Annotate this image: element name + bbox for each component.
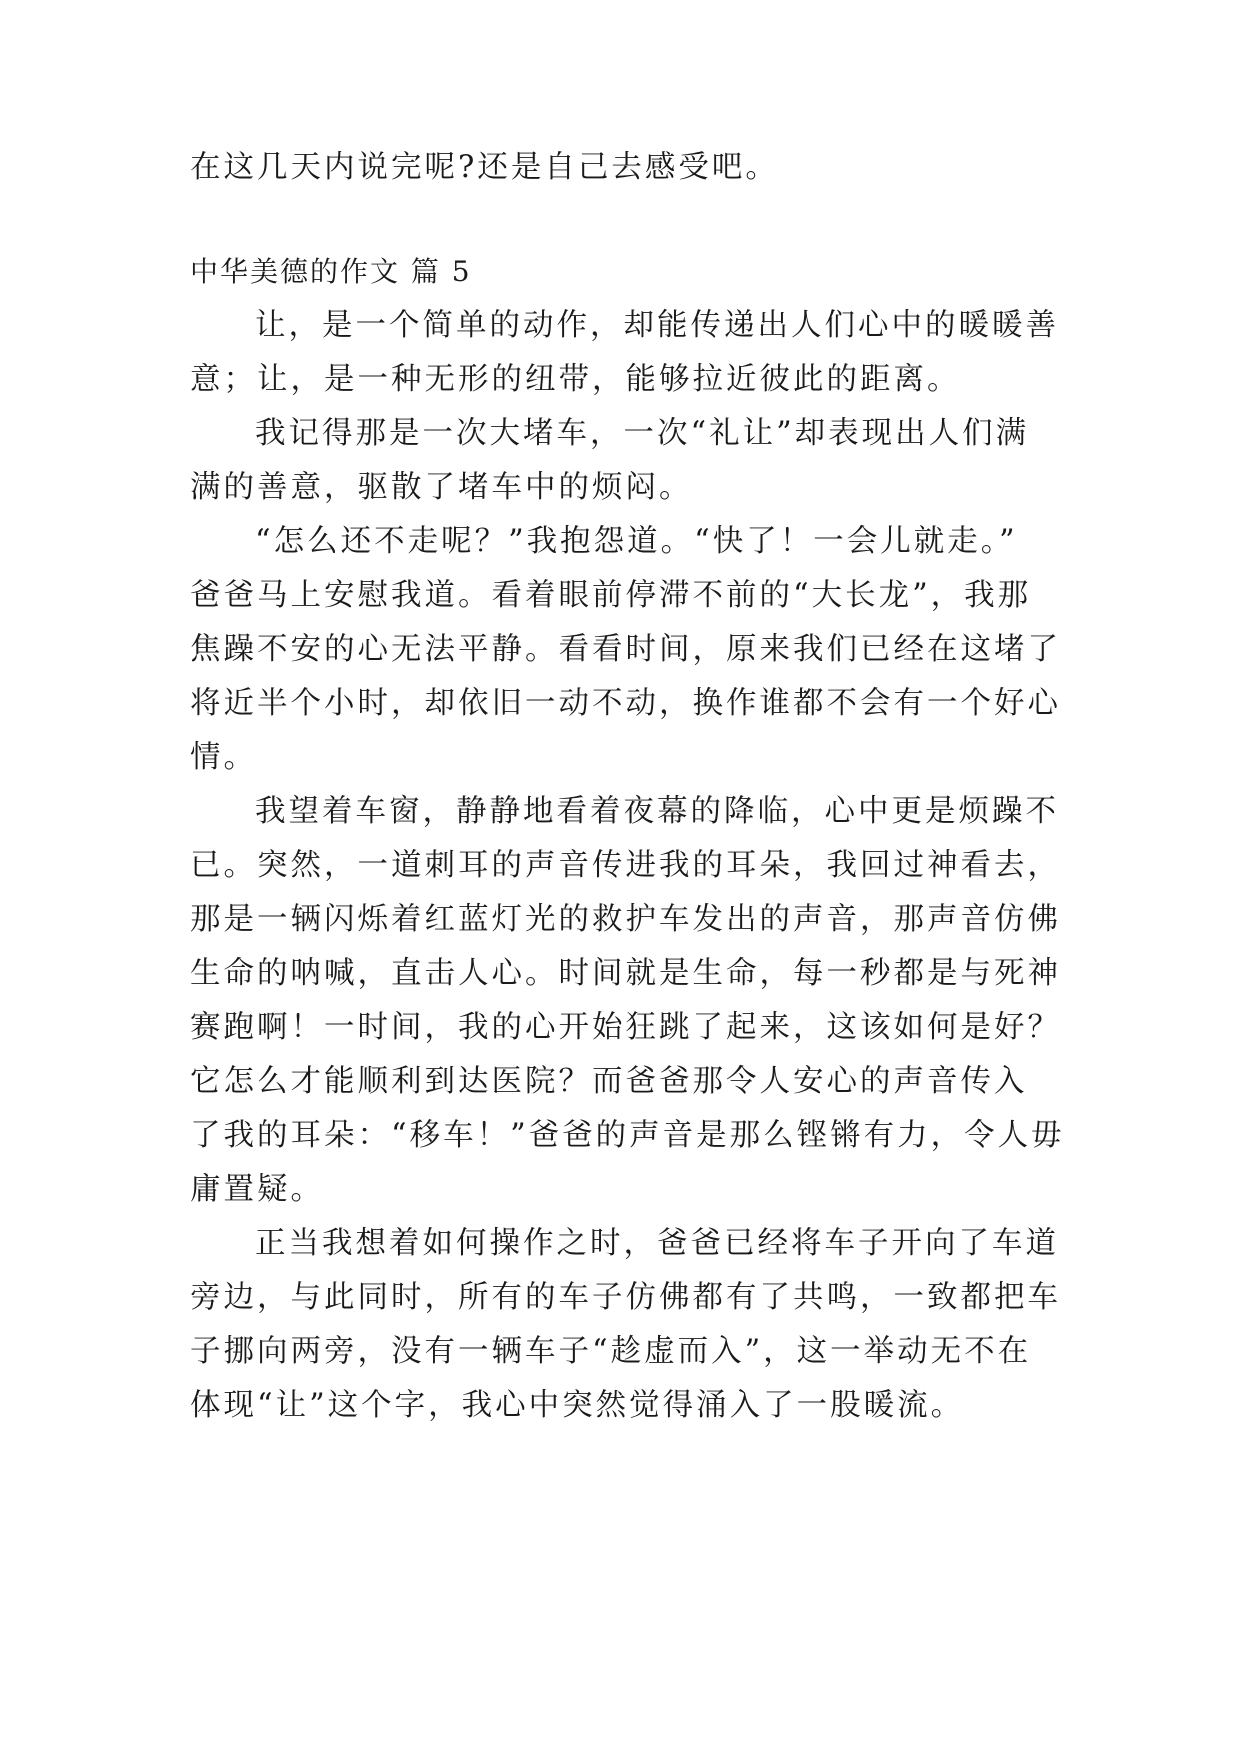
text-line: 焦躁不安的心无法平静。看看时间，原来我们已经在这堵了 [190,632,1061,667]
text-line: 在这几天内说完呢?还是自己去感受吧。 [190,150,779,185]
text-line: 满的善意，驱散了堵车中的烦闷。 [190,470,693,505]
text-line: 旁边，与此同时，所有的车子仿佛都有了共鸣，一致都把车 [190,1280,1061,1315]
text-line: 那是一辆闪烁着红蓝灯光的救护车发出的声音，那声音仿佛 [190,902,1061,937]
text-line: 意；让，是一种无形的纽带，能够拉近彼此的距离。 [190,362,961,397]
text-line: 体现“让”这个字，我心中突然觉得涌入了一股暖流。 [190,1388,965,1423]
text-line: 已。突然，一道刺耳的声音传进我的耳朵，我回过神看去， [190,848,1061,883]
text-line: 赛跑啊！一时间，我的心开始狂跳了起来，这该如何是好？ [190,1010,1061,1045]
text-line: 生命的呐喊，直击人心。时间就是生命，每一秒都是与死神 [190,956,1061,991]
text-line: 爸爸马上安慰我道。看着眼前停滞不前的“大长龙”，我那 [190,578,1032,613]
text-line: 情。 [190,740,257,775]
text-line: 子挪向两旁，没有一辆车子“趁虚而入”，这一举动无不在 [190,1334,1032,1369]
text-line: 我记得那是一次大堵车，一次“礼让”却表现出人们满 [255,416,1030,451]
text-line: 让，是一个简单的动作，却能传递出人们心中的暖暖善 [255,308,1059,343]
text-line: 庸置疑。 [190,1172,324,1207]
text-line: 正当我想着如何操作之时，爸爸已经将车子开向了车道 [255,1226,1059,1261]
text-line: 将近半个小时，却依旧一动不动，换作谁都不会有一个好心 [190,686,1061,721]
text-line: 我望着车窗，静静地看着夜幕的降临，心中更是烦躁不 [255,794,1059,829]
section-heading: 中华美德的作文 篇 5 [190,255,472,288]
text-line: 了我的耳朵：“移车！”爸爸的声音是那么铿锵有力，令人毋 [190,1118,1065,1153]
text-line: “怎么还不走呢？”我抱怨道。“快了！一会儿就走。” [255,524,1018,559]
text-line: 它怎么才能顺利到达医院？而爸爸那令人安心的声音传入 [190,1064,1028,1099]
